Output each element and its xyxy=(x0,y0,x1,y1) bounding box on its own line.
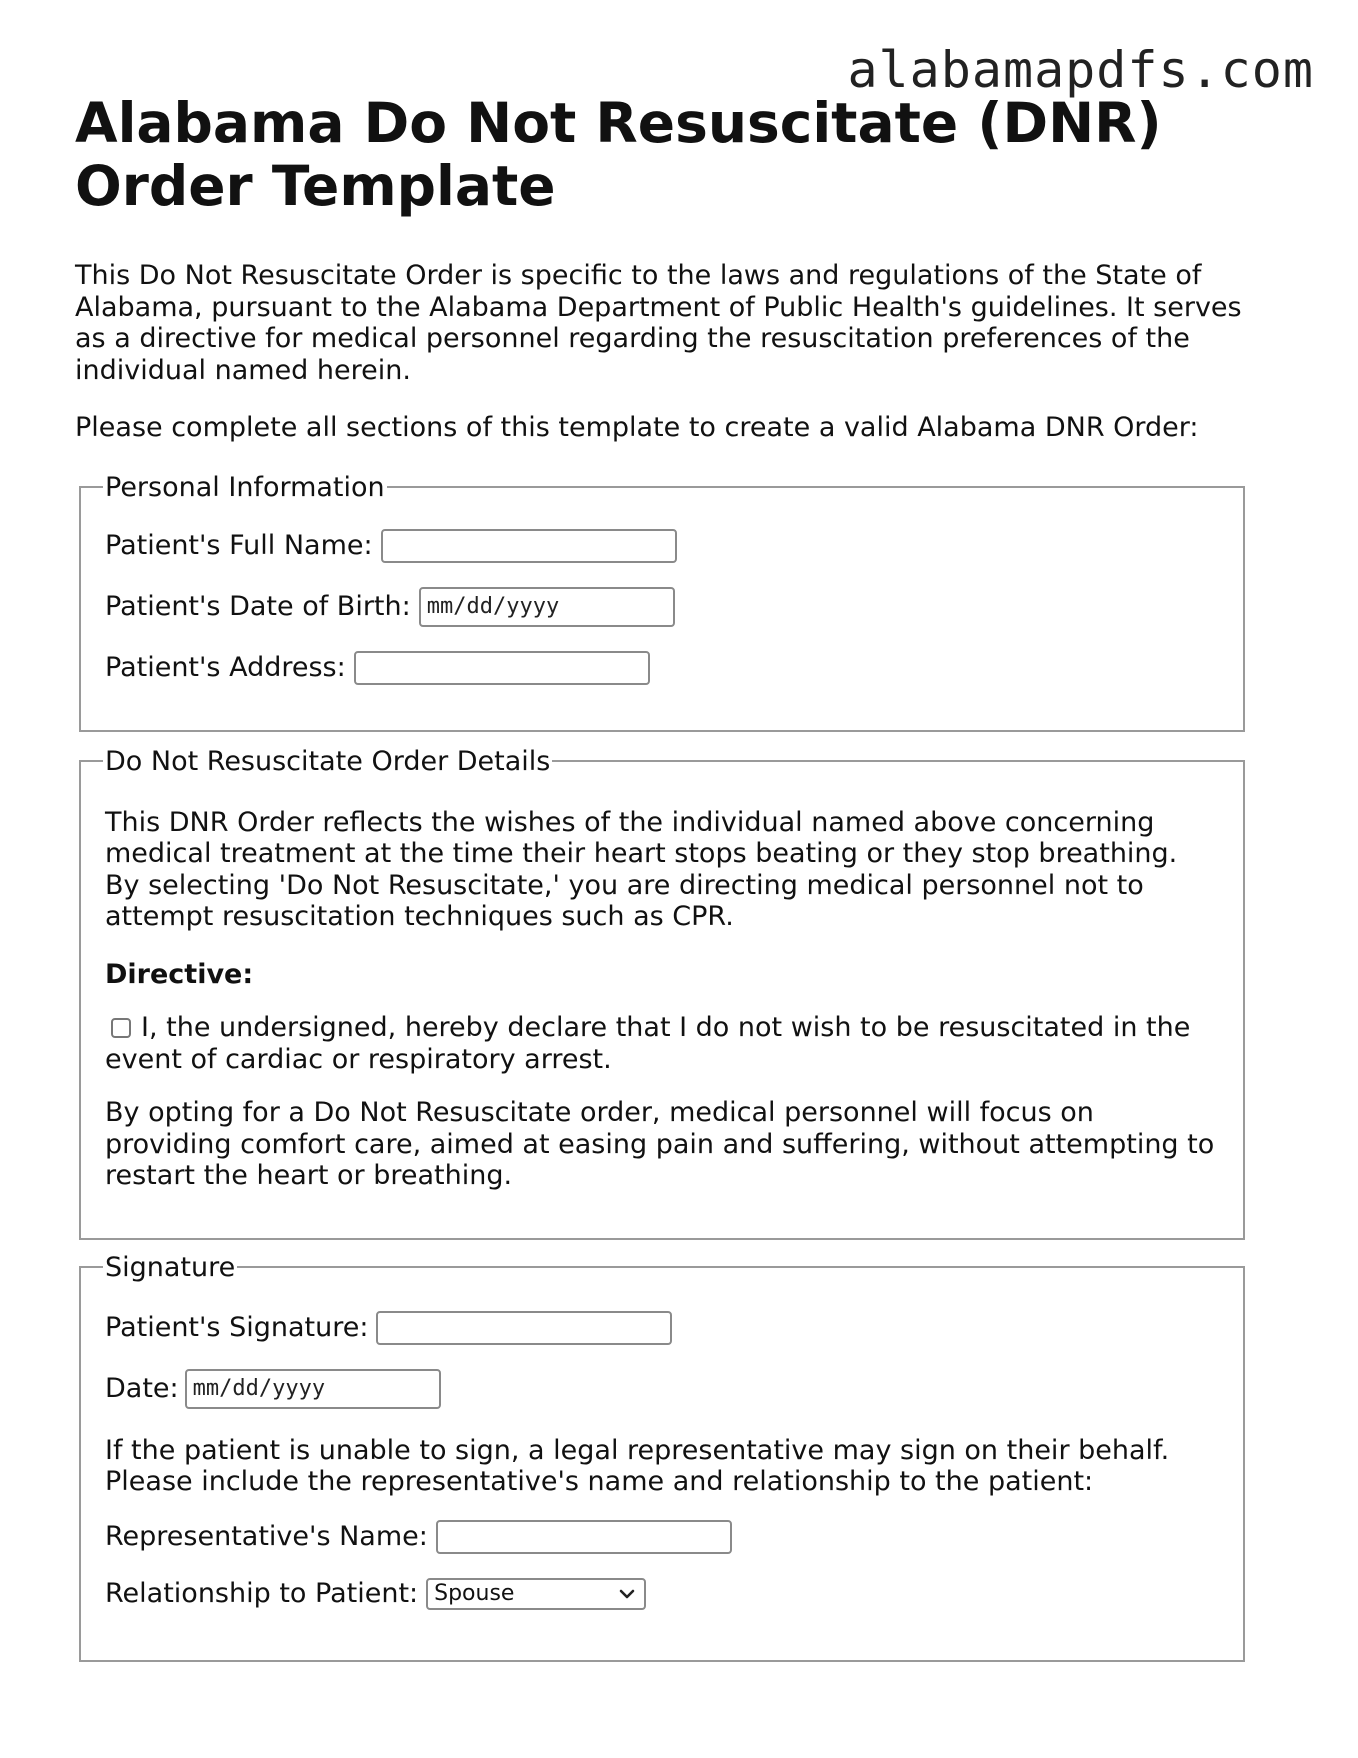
comfort-care-text: By opting for a Do Not Resuscitate order, medical personnel will focus on providing comfort care, aimed at easing pain and suffering, without attempting to restart the heart or breathing. xyxy=(105,1097,1215,1191)
page-title: Alabama Do Not Resuscitate (DNR) Order Template xyxy=(75,91,1162,218)
date-of-birth-label: Patient's Date of Birth: xyxy=(105,590,411,622)
personal-information-legend: Personal Information xyxy=(105,471,385,503)
relationship-selected-value: Spouse xyxy=(434,1580,515,1606)
signature-date-label: Date: xyxy=(105,1372,179,1404)
directive-heading: Directive: xyxy=(105,958,254,990)
instructions-paragraph: Please complete all sections of this template to create a valid Alabama DNR Order: xyxy=(75,412,1199,443)
dnr-description: This DNR Order reflects the wishes of the individual named above concerning medical treatment at the time their heart stops beating or they stop breathing. By selecting 'Do Not Resuscitate,' you are directing medical personnel not to attempt resuscitation techniques such as CPR. xyxy=(105,806,1178,932)
representative-note: If the patient is unable to sign, a legal representative may sign on their behalf. Please include the representative's name and relationship to the patient: xyxy=(105,1434,1170,1497)
date-of-birth-row xyxy=(105,587,1219,627)
patient-signature-row xyxy=(105,1311,1219,1345)
patient-signature-label: Patient's Signature: xyxy=(105,1311,369,1343)
intro-paragraph: This Do Not Resuscitate Order is specific to the laws and regulations of the State of Alabama, pursuant to the Alabama Department of Public Health's guidelines. It serves as a directive for medical personnel regarding the resuscitation preferences of the individual named herein. xyxy=(75,260,1242,386)
directive-checkbox-label: I, the undersigned, hereby declare that I do not wish to be resuscitated in the event of cardiac or respiratory arrest. xyxy=(105,1012,1191,1075)
site-watermark: alabamapdfs.com xyxy=(847,41,1314,99)
full-name-row xyxy=(105,529,1219,563)
document-body xyxy=(75,92,1275,1662)
personal-information-section xyxy=(79,472,1245,732)
representative-name-label: Representative's Name: xyxy=(105,1520,428,1552)
directive-checkbox-row xyxy=(105,1012,1219,1075)
date-of-birth-input[interactable] xyxy=(419,587,675,627)
relationship-select[interactable] xyxy=(426,1578,646,1610)
dnr-details-legend: Do Not Resuscitate Order Details xyxy=(105,745,551,777)
dnr-details-section xyxy=(79,746,1245,1240)
signature-section xyxy=(79,1252,1245,1662)
representative-name-input[interactable] xyxy=(436,1520,732,1554)
chevron-down-icon xyxy=(616,1583,638,1605)
signature-date-input[interactable] xyxy=(185,1369,441,1409)
signature-date-row xyxy=(105,1369,1219,1409)
date-of-birth-placeholder: mm/dd/yyyy xyxy=(426,593,560,619)
representative-name-row xyxy=(105,1520,1219,1554)
full-name-label: Patient's Full Name: xyxy=(105,529,373,561)
relationship-label: Relationship to Patient: xyxy=(105,1577,419,1609)
signature-legend: Signature xyxy=(105,1251,236,1283)
signature-date-placeholder: mm/dd/yyyy xyxy=(192,1375,326,1401)
address-input[interactable] xyxy=(354,651,650,685)
relationship-row xyxy=(105,1578,1219,1610)
patient-signature-input[interactable] xyxy=(376,1311,672,1345)
address-label: Patient's Address: xyxy=(105,651,346,683)
address-row xyxy=(105,651,1219,685)
full-name-input[interactable] xyxy=(381,529,677,563)
checkbox-icon[interactable] xyxy=(111,1018,131,1038)
